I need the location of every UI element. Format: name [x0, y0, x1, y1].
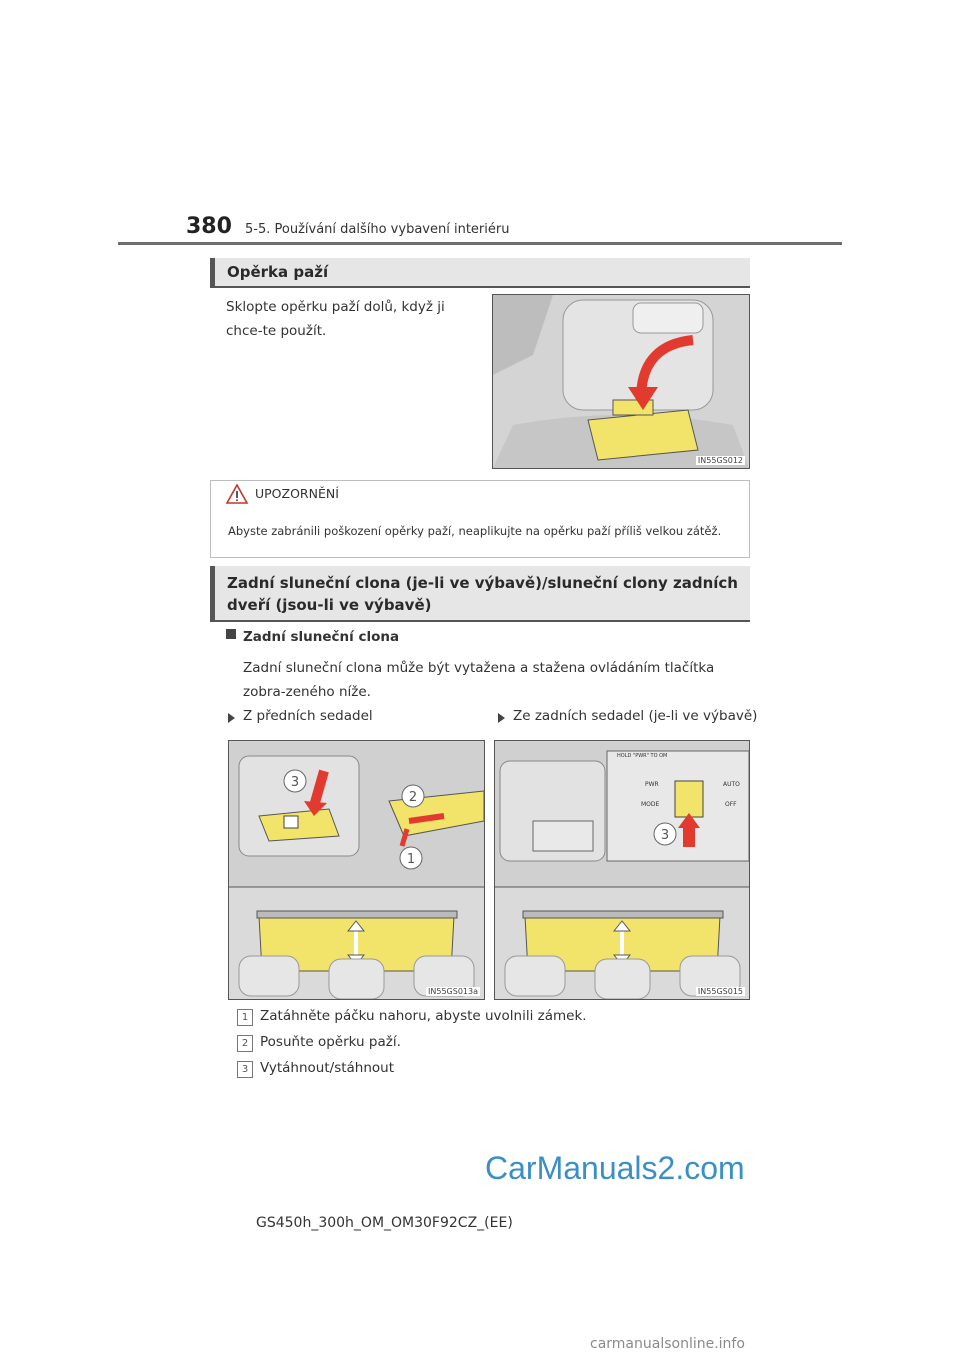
armrest-heading: Opěrka paží: [210, 258, 750, 288]
watermark-logo: CarManuals2.com: [485, 1150, 745, 1186]
armrest-drawing: [493, 295, 749, 468]
rear-seats-label: Ze zadních sedadel (je-li ve výbavě): [513, 708, 758, 724]
svg-text:1: 1: [406, 852, 416, 867]
front-console-drawing: [229, 741, 484, 999]
svg-text:3: 3: [290, 775, 300, 790]
rear-console-drawing: [495, 741, 749, 999]
warning-title: UPOZORNĚNÍ: [255, 486, 339, 501]
front-seats-label: Z předních sedadel: [243, 708, 373, 724]
front-seats-illustration: [228, 740, 485, 1000]
sunshade-subtitle: Zadní sluneční clona: [243, 629, 400, 645]
panel-label-mode: MODE: [641, 801, 660, 808]
section-title: 5-5. Používání dalšího vybavení interiéru: [245, 222, 510, 237]
panel-label-off: OFF: [725, 801, 737, 808]
legend-text: Posuňte opěrku paží.: [260, 1034, 401, 1050]
svg-text:3: 3: [660, 828, 670, 843]
legend-number: 1: [237, 1009, 253, 1026]
legend-text: Zatáhněte páčku nahoru, abyste uvolnili zámek.: [260, 1008, 587, 1024]
document-footer: GS450h_300h_OM_OM30F92CZ_(EE): [256, 1215, 513, 1231]
front-image-code: IN55GS013a: [428, 987, 478, 996]
triangle-bullet-icon: [498, 713, 505, 723]
triangle-bullet-icon: [228, 713, 235, 723]
legend-number: 2: [237, 1035, 253, 1052]
armrest-image-code: IN55GS012: [697, 456, 743, 465]
sunshade-description: Zadní sluneční clona může být vytažena a stažena ovládáním tlačítka zobra-zeného níže.: [243, 660, 715, 700]
armrest-description: Sklopte opěrku paží dolů, když ji chce-te použít.: [226, 299, 445, 339]
armrest-illustration: [492, 294, 750, 469]
legend-text: Vytáhnout/stáhnout: [260, 1060, 395, 1076]
rear-seats-illustration: [494, 740, 750, 1000]
header-divider: [118, 242, 842, 245]
warning-text: Abyste zabránili poškození opěrky paží, neaplikujte na opěrku paží příliš velkou zátěž.: [228, 524, 722, 538]
square-bullet-icon: [226, 629, 236, 639]
panel-label-pwr: PWR: [645, 781, 659, 788]
svg-text:2: 2: [408, 790, 418, 805]
panel-label-hold: HOLD "PWR" TO OM: [617, 753, 668, 759]
page-number: 380: [186, 214, 232, 239]
watermark-url: carmanualsonline.info: [590, 1336, 745, 1352]
rear-image-code: IN55GS015: [697, 987, 743, 996]
panel-label-auto: AUTO: [723, 781, 740, 788]
legend-number: 3: [237, 1061, 253, 1078]
sunshade-heading: Zadní sluneční clona (je-li ve výbavě)/sluneční clony zadních dveří (jsou-li ve výbavě): [210, 566, 750, 622]
warning-triangle-icon: [226, 484, 248, 504]
